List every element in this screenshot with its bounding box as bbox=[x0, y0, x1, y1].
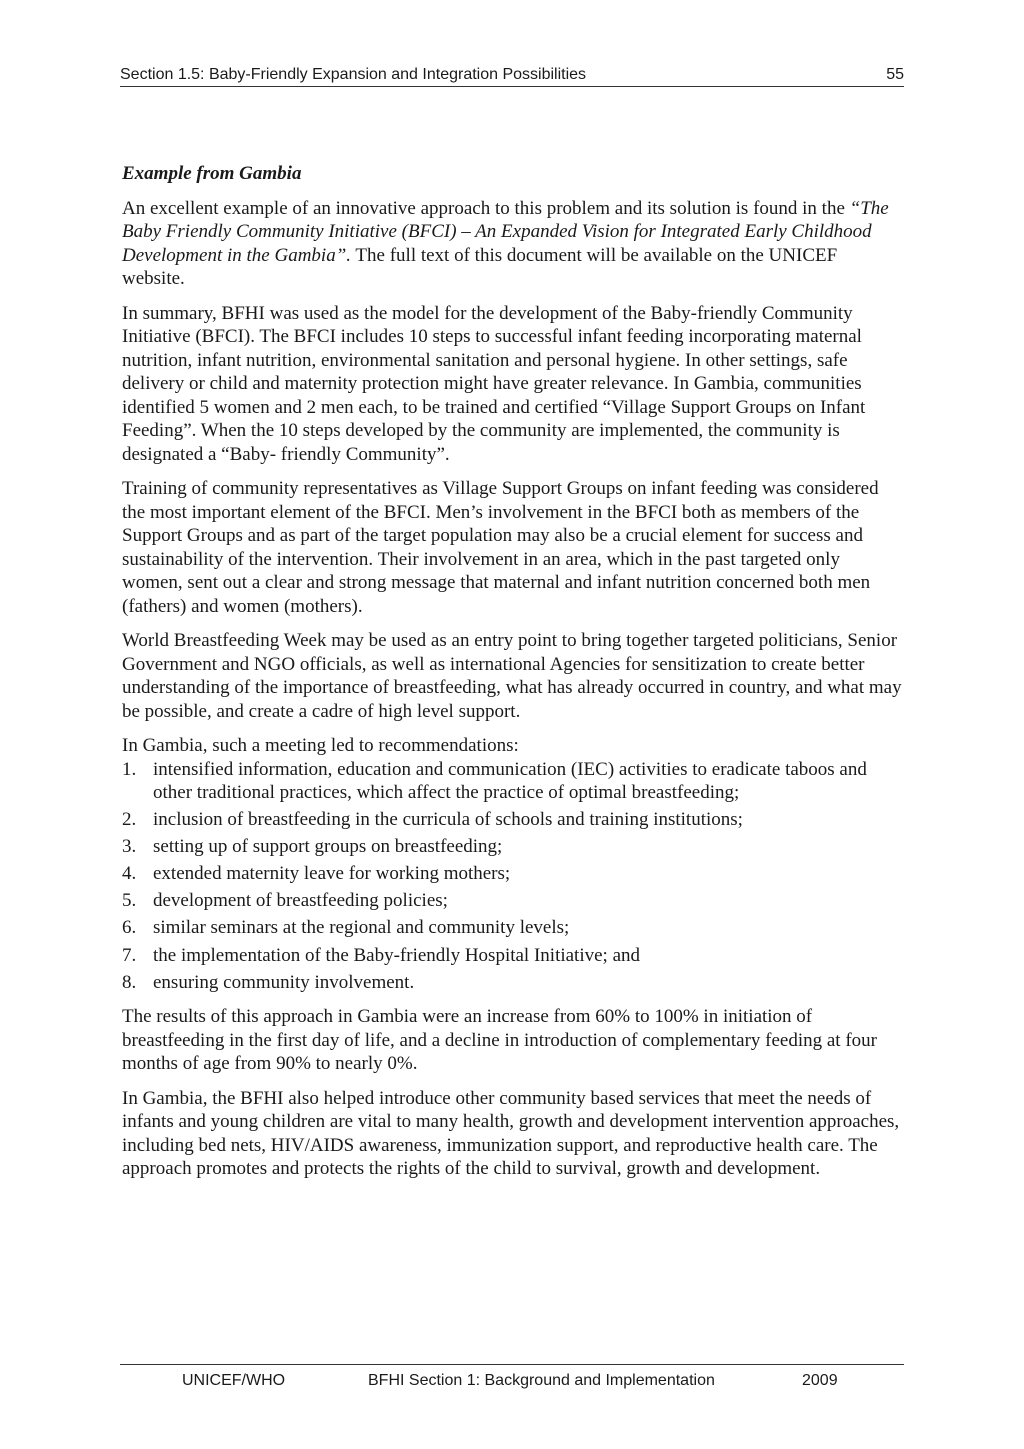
list-item-number: 6. bbox=[122, 917, 137, 939]
list-intro: In Gambia, such a meeting led to recommendations: bbox=[122, 735, 519, 756]
footer-document-title: BFHI Section 1: Background and Implementation bbox=[368, 1372, 715, 1389]
list-item-text: extended maternity leave for working mothers; bbox=[153, 863, 511, 885]
list-item bbox=[122, 758, 904, 805]
list-item-text: the implementation of the Baby-friendly Hospital Initiative; and bbox=[153, 944, 641, 966]
list-item-number: 2. bbox=[122, 809, 137, 831]
list-item bbox=[122, 889, 904, 913]
paragraph-intro-text-b: The full text of this document will be available on the UNICEF website. bbox=[122, 244, 838, 289]
paragraph-training: Training of community representatives as Village Support Groups on infant feeding was considered the most important element of the BFCI. Men’s involvement in the BFCI both as members of the Support Groups and as part of the target population may also be a crucial element for success and sustainability of the intervention. Their involvement in an area, which in the past targeted only women, sent out a clear and strong message that maternal and infant nutrition concerned both men (fathers) and women (mothers). bbox=[122, 478, 879, 617]
list-item-text: inclusion of breastfeeding in the curricula of schools and training institutions; bbox=[153, 809, 743, 831]
page-body bbox=[122, 162, 904, 1192]
list-item-number: 8. bbox=[122, 971, 137, 993]
paragraph-intro bbox=[122, 197, 904, 291]
list-item bbox=[122, 862, 904, 886]
footer-org: UNICEF/WHO bbox=[182, 1372, 286, 1389]
page-header bbox=[120, 60, 904, 87]
list-item-text: development of breastfeeding policies; bbox=[153, 890, 448, 912]
list-item-number: 1. bbox=[122, 758, 137, 780]
paragraph-summary: In summary, BFHI was used as the model for the development of the Baby-friendly Community Initiative (BFCI). The BFCI includes 10 steps to successful infant feeding incorporating maternal nutrition, infant nutrition, environmental sanitation and personal hygiene. In other settings, safe delivery or child and maternity protection might have greater relevance. In Gambia, communities identified 5 women and 2 men each, to be trained and certified “Village Support Groups on Infant Feeding”. When the 10 steps developed by the community are implemented, the community is designated a “Baby- friendly Community”. bbox=[122, 302, 866, 465]
list-item-number: 4. bbox=[122, 863, 137, 885]
paragraph-results: The results of this approach in Gambia were an increase from 60% to 100% in initiation of breastfeeding in the first day of life, and a decline in introduction of complementary feeding at four months of age from 90% to nearly 0%. bbox=[122, 1006, 877, 1075]
footer-year: 2009 bbox=[802, 1372, 838, 1389]
page-footer bbox=[120, 1364, 904, 1395]
paragraph-services: In Gambia, the BFHI also helped introduce other community based services that meet the needs of infants and young children are vital to many health, growth and development intervention approaches, including bed nets, HIV/AIDS awareness, immunization support, and reproductive health care. The approach promotes and protects the rights of the child to survival, growth and development. bbox=[122, 1087, 900, 1180]
document-title-citation: “The Baby Friendly Community Initiative (BFCI) – An Expanded Vision for Integrated Early Childhood Development in the Gambia”. bbox=[122, 197, 889, 266]
page-number: 55 bbox=[886, 66, 904, 83]
list-item-number: 3. bbox=[122, 836, 137, 858]
list-item bbox=[122, 944, 904, 968]
list-item-number: 5. bbox=[122, 890, 137, 912]
paragraph-breastfeeding-week: World Breastfeeding Week may be used as an entry point to bring together targeted politicians, Senior Government and NGO officials, as well as international Agencies for sensitization to create better understanding of the importance of breastfeeding, what has already occurred in country, and what may be possible, and create a cadre of high level support. bbox=[122, 630, 902, 722]
list-item-text: similar seminars at the regional and community levels; bbox=[153, 917, 570, 939]
section-heading: Example from Gambia bbox=[122, 163, 302, 184]
list-item-text: intensified information, education and communication (IEC) activities to eradicate taboos and other traditional practices, which affect the practice of optimal breastfeeding; bbox=[153, 758, 867, 803]
paragraph-intro-text-a: An excellent example of an innovative approach to this problem and its solution is found in the bbox=[122, 197, 850, 219]
section-title: Section 1.5: Baby-Friendly Expansion and Integration Possibilities bbox=[120, 66, 587, 83]
recommendations-list bbox=[122, 758, 904, 995]
list-item bbox=[122, 808, 904, 832]
list-item-text: ensuring community involvement. bbox=[153, 971, 415, 993]
list-item bbox=[122, 971, 904, 995]
list-item-text: setting up of support groups on breastfeeding; bbox=[153, 836, 503, 858]
list-item bbox=[122, 835, 904, 859]
list-item bbox=[122, 916, 904, 940]
list-item-number: 7. bbox=[122, 944, 137, 966]
